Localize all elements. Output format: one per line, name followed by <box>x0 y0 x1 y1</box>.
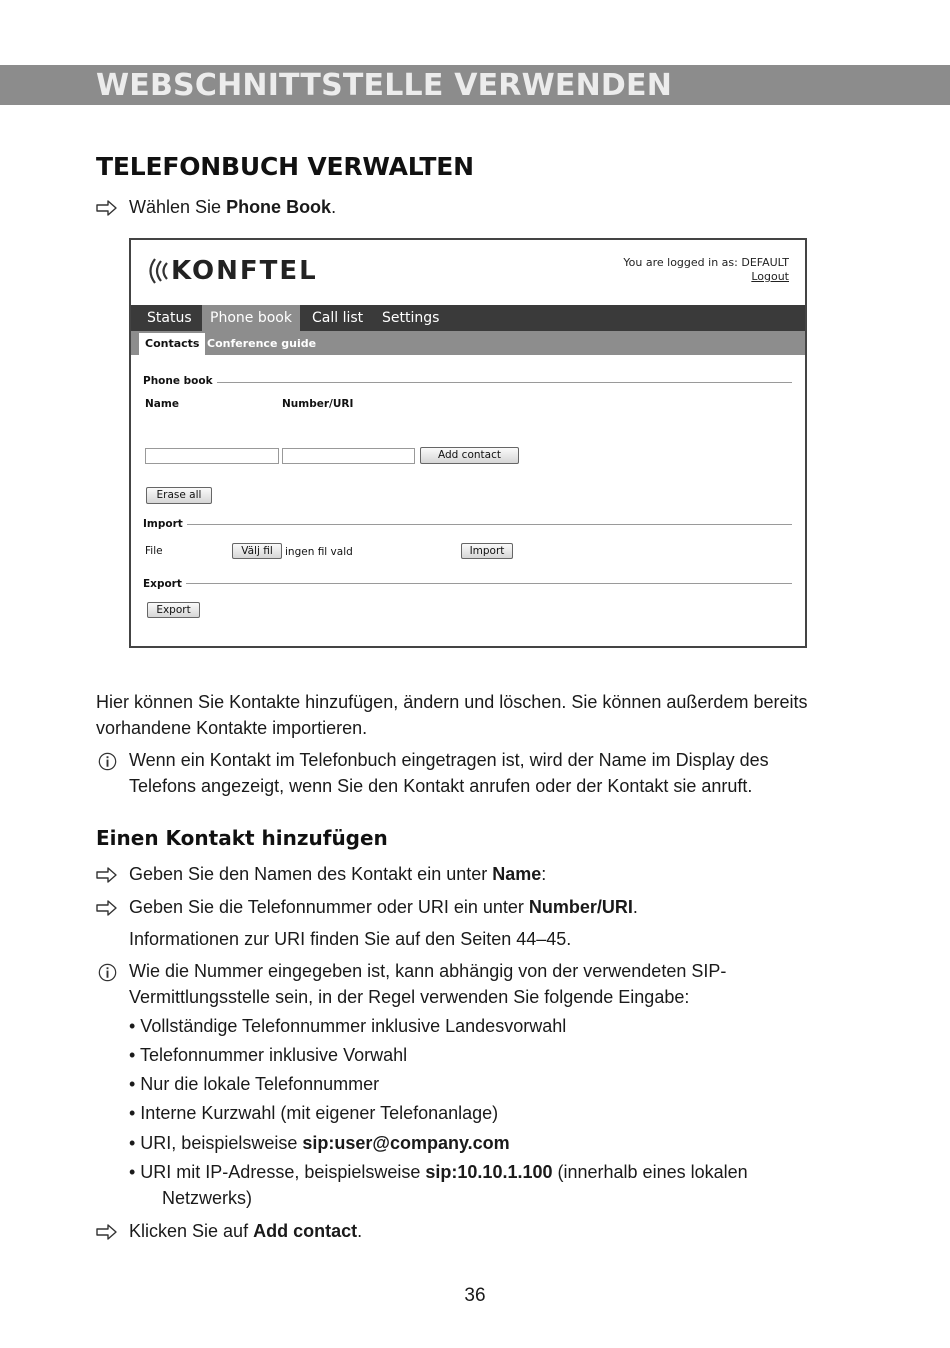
arrow-right-outline-icon <box>96 900 118 916</box>
subtab-conference-guide[interactable]: Conference guide <box>207 337 317 350</box>
bullet-extension: • Interne Kurzwahl (mit eigener Telefonanlage) <box>129 1103 499 1123</box>
intro-line-2: vorhandene Kontakte importieren. <box>96 718 368 738</box>
login-info <box>623 256 789 284</box>
info-1-line-1: Wenn ein Kontakt im Telefonbuch eingetragen ist, wird der Name im Display des <box>129 750 769 770</box>
section-title: TELEFONBUCH VERWALTEN <box>96 152 474 181</box>
info-2-line-1: Wie die Nummer eingegeben ist, kann abhängig von der verwendeten SIP- <box>129 961 727 981</box>
step-click-add-contact: Klicken Sie auf Add contact. <box>129 1221 363 1241</box>
number-uri-input[interactable] <box>282 448 415 464</box>
arrow-right-outline-icon <box>96 200 118 216</box>
phonebook-legend: Phone book <box>143 375 217 387</box>
tab-settings[interactable]: Settings <box>382 310 440 326</box>
add-contact-button[interactable]: Add contact <box>420 447 519 464</box>
phonebook-divider <box>215 382 792 383</box>
page-number: 36 <box>464 1285 486 1306</box>
info-1-line-2: Telefons angezeigt, wenn Sie den Kontakt anrufen oder der Kontakt sie anruft. <box>129 776 753 796</box>
bullet-uri-ip-continued: Netzwerks) <box>162 1188 253 1208</box>
no-file-chosen-text: ingen fil vald <box>285 546 353 558</box>
erase-all-button[interactable]: Erase all <box>146 487 212 504</box>
web-interface-screenshot <box>129 238 807 648</box>
export-legend: Export <box>143 578 186 590</box>
logged-in-text: You are logged in as: DEFAULT <box>623 256 789 269</box>
subtab-contacts[interactable]: Contacts <box>139 333 205 355</box>
choose-file-button[interactable]: Välj fil <box>232 543 282 559</box>
step-enter-number: Geben Sie die Telefonnummer oder URI ein unter Number/URI. <box>129 897 638 917</box>
info-circle-icon <box>98 963 117 982</box>
info-circle-icon <box>98 752 117 771</box>
import-button[interactable]: Import <box>461 543 513 559</box>
arrow-right-outline-icon <box>96 1224 118 1240</box>
main-navigation <box>131 305 805 331</box>
bullet-local-number: • Nur die lokale Telefonnummer <box>129 1074 380 1094</box>
chapter-title: WEBSCHNITTSTELLE VERWENDEN <box>96 68 673 103</box>
tab-phone-book[interactable]: Phone book <box>202 305 300 331</box>
import-legend: Import <box>143 518 187 530</box>
chapter-header-band <box>0 65 950 105</box>
step-enter-name: Geben Sie den Namen des Kontakt ein unter Name: <box>129 864 547 884</box>
file-label: File <box>145 545 163 557</box>
bullet-uri-ip: • URI mit IP-Adresse, beispielsweise sip:10.10.1.100 (innerhalb eines lokalen <box>129 1162 748 1182</box>
logout-link[interactable]: Logout <box>751 270 789 283</box>
column-name-label: Name <box>145 398 179 410</box>
name-input[interactable] <box>145 448 279 464</box>
tab-status[interactable]: Status <box>147 310 192 326</box>
bullet-area-code: • Telefonnummer inklusive Vorwahl <box>129 1045 408 1065</box>
logo-text: KONFTEL <box>171 256 318 286</box>
bullet-full-number: • Vollständige Telefonnummer inklusive Landesvorwahl <box>129 1016 567 1036</box>
info-2-line-2: Vermittlungsstelle sein, in der Regel verwenden Sie folgende Eingabe: <box>129 987 690 1007</box>
sub-navigation <box>131 331 805 355</box>
uri-note: Informationen zur URI finden Sie auf den Seiten 44–45. <box>129 929 572 949</box>
sound-waves-icon <box>145 256 169 286</box>
export-button[interactable]: Export <box>147 602 200 618</box>
import-divider <box>187 524 792 525</box>
arrow-right-outline-icon <box>96 867 118 883</box>
column-number-label: Number/URI <box>282 398 354 410</box>
bullet-uri: • URI, beispielsweise sip:user@company.com <box>129 1133 510 1153</box>
intro-line-1: Hier können Sie Kontakte hinzufügen, ändern und löschen. Sie können außerdem bereits <box>96 692 808 712</box>
export-divider <box>185 583 792 584</box>
subheading-add-contact: Einen Kontakt hinzufügen <box>96 826 388 850</box>
step-select-phone-book: Wählen Sie Phone Book. <box>129 197 337 217</box>
tab-call-list[interactable]: Call list <box>312 310 364 326</box>
